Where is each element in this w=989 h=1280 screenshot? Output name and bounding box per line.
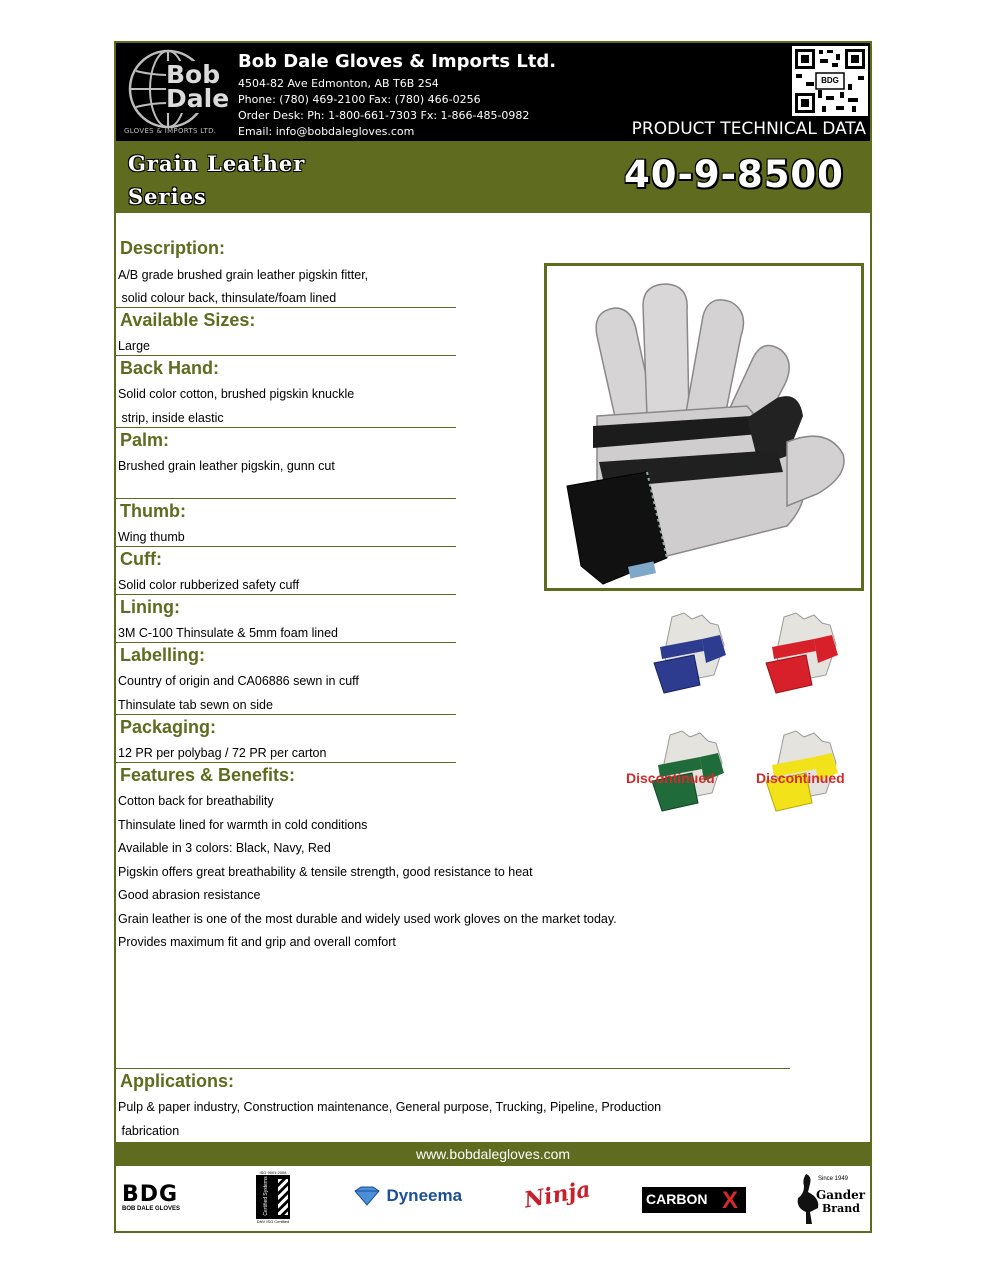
model-number: 40-9-8500 <box>624 153 844 196</box>
company-phone: Phone: (780) 469-2100 Fax: (780) 466-0256 <box>238 93 481 106</box>
glove-illustration <box>547 266 861 588</box>
palm-line: Brushed grain leather pigskin, gunn cut <box>118 459 335 473</box>
iso-certified-logo <box>256 1170 290 1226</box>
applications-line: fabrication <box>118 1124 180 1138</box>
variant-glove-red <box>756 605 852 695</box>
palm-title: Palm: <box>120 430 170 450</box>
sizes-title: Available Sizes: <box>120 310 256 330</box>
thumb-title: Thumb: <box>120 501 186 521</box>
gander-logo-text: Gander <box>816 1188 866 1202</box>
description-title: Description: <box>120 238 226 258</box>
iso-standard-label: ISO 9001:2008 <box>259 1170 287 1175</box>
section-divider <box>116 498 456 499</box>
feature-item: Good abrasion resistance <box>118 888 261 902</box>
carbon-logo-text: CARBON <box>646 1191 708 1207</box>
labelling-line: Thinsulate tab sewn on side <box>118 698 273 712</box>
order-desk: Order Desk: Ph: 1-800-661-7303 Fx: 1-866-485-0982 <box>238 109 530 122</box>
section-divider <box>116 714 456 715</box>
ninja-logo <box>522 1176 596 1214</box>
section-divider <box>116 1068 790 1069</box>
packaging-line: 12 PR per polybag / 72 PR per carton <box>118 746 327 760</box>
ninja-logo-text: Ninja <box>522 1176 593 1214</box>
back-hand-line: strip, inside elastic <box>118 411 224 425</box>
variant-glove-navy <box>644 605 740 695</box>
gander-since-label: Since 1949 <box>818 1176 849 1182</box>
partner-logos <box>116 1168 870 1230</box>
back-hand-line: Solid color cotton, brushed pigskin knuckle <box>118 387 355 401</box>
section-divider <box>116 546 456 547</box>
dyneema-logo <box>352 1186 492 1206</box>
gander-brand-logo <box>792 1172 864 1226</box>
section-divider <box>116 427 456 428</box>
diamond-icon <box>352 1186 382 1206</box>
document-type: PRODUCT TECHNICAL DATA <box>631 119 866 139</box>
header <box>116 43 870 141</box>
series-title-line1: Grain Leather <box>128 151 306 176</box>
section-divider <box>116 762 456 763</box>
iso-badge <box>256 1175 290 1219</box>
lining-line: 3M C-100 Thinsulate & 5mm foam lined <box>118 626 339 640</box>
variant-glove-yellow <box>756 723 852 813</box>
logo-subtitle: GLOVES & IMPORTS LTD. <box>124 127 217 135</box>
lining-title: Lining: <box>120 597 180 617</box>
section-divider <box>116 307 456 308</box>
cuff-title: Cuff: <box>120 549 162 569</box>
gander-brand-text: Brand <box>822 1202 860 1215</box>
iso-issuer-label: DNV ISO Certified <box>256 1219 290 1224</box>
applications-title: Applications: <box>120 1071 235 1091</box>
company-address: 4504-82 Ave Edmonton, AB T6B 2S4 <box>238 77 439 90</box>
section-divider <box>116 355 456 356</box>
applications-line: Pulp & paper industry, Construction maintenance, General purpose, Trucking, Pipeline, Production <box>118 1100 662 1114</box>
back-hand-title: Back Hand: <box>120 358 220 378</box>
website-bar <box>116 1142 870 1166</box>
feature-item: Pigskin offers great breathability & tensile strength, good resistance to heat <box>118 865 533 879</box>
main-product-image <box>544 263 864 591</box>
sizes-line: Large <box>118 339 150 353</box>
feature-item: Cotton back for breathability <box>118 794 274 808</box>
bdg-logo <box>122 1184 198 1212</box>
section-divider <box>116 642 456 643</box>
logo-text <box>166 60 230 113</box>
iso-badge-text: Certified Systems <box>263 1176 269 1216</box>
variant-glove-green <box>642 723 738 813</box>
bdg-logo-subtitle: BOB DALE GLOVES <box>122 1206 181 1212</box>
labelling-line: Country of origin and CA06886 sewn in cuff <box>118 674 359 688</box>
section-divider <box>116 594 456 595</box>
labelling-title: Labelling: <box>120 645 205 665</box>
tech-data-sheet <box>114 41 872 1233</box>
carbon-x-logo <box>642 1187 746 1213</box>
discontinued-label: Discontinued <box>626 770 715 786</box>
feature-item: Grain leather is one of the most durable and widely used work gloves on the market today. <box>118 912 617 926</box>
qr-code <box>792 46 868 116</box>
company-name: Bob Dale Gloves & Imports Ltd. <box>238 51 557 72</box>
feature-item: Available in 3 colors: Black, Navy, Red <box>118 841 331 855</box>
thinsulate-tag: Thinsulate <box>787 544 815 550</box>
description-line: solid colour back, thinsulate/foam lined <box>118 291 337 305</box>
discontinued-label: Discontinued <box>756 770 845 786</box>
website-link[interactable]: www.bobdalegloves.com <box>415 1146 571 1162</box>
cuff-line: Solid color rubberized safety cuff <box>118 578 300 592</box>
description-line: A/B grade brushed grain leather pigskin fitter, <box>118 268 369 282</box>
packaging-title: Packaging: <box>120 717 217 737</box>
company-email: Email: info@bobdalegloves.com <box>238 125 415 138</box>
thumb-line: Wing thumb <box>118 530 185 544</box>
series-title-line2: Series <box>128 184 207 209</box>
carbon-x-mark: X <box>722 1187 739 1214</box>
feature-item: Thinsulate lined for warmth in cold conditions <box>118 818 368 832</box>
feature-item: Provides maximum fit and grip and overall comfort <box>118 935 396 949</box>
qr-label: BDG <box>821 76 839 85</box>
logo-letters: Bob Dale <box>166 60 230 113</box>
dyneema-logo-text: Dyneema <box>386 1186 463 1205</box>
features-title: Features & Benefits: <box>120 765 296 785</box>
bdg-logo-text: BDG <box>122 1182 179 1207</box>
